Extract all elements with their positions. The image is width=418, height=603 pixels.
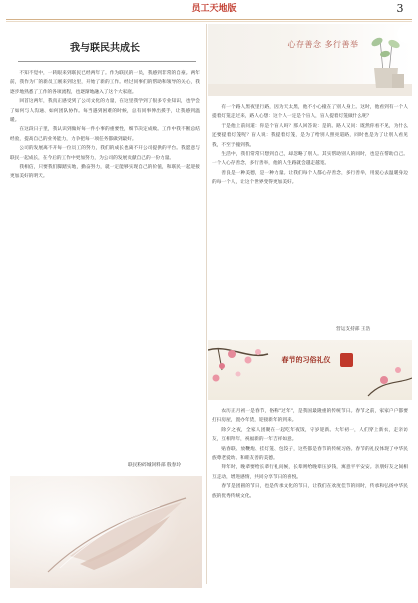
left-article-title-rule	[18, 61, 196, 62]
right-hero-image	[208, 24, 412, 96]
right-bottom-paragraph: 除夕之夜，全家人团聚在一起吃年夜饭，守岁迎新。大年初一，人们穿上新衣，走亲访友，互相拜年，祝福新的一年吉祥如意。	[212, 427, 408, 443]
right-bottom-body	[212, 407, 408, 593]
column-divider	[206, 24, 207, 584]
spring-festival-banner	[208, 340, 412, 400]
left-article-signature: 联民粉碎城饲料部 殷春玲	[128, 463, 182, 468]
left-paragraph: 我相信，只要我们脚踏实地，勤奋努力，就一定能够实现自己的价值，和联民一起迎接更加美好的明天。	[10, 165, 200, 180]
right-top-paragraph: 于是他上前问道：你是个盲人吗？那人回答说：是的。路人又问：既然你看不见，为什么还要提着灯笼呢？盲人说：我提着灯笼，是为了给别人照亮道路，同时也是为了让别人看见我，不至于撞到我。	[212, 123, 408, 148]
left-article-title: 我与联民共成长	[70, 43, 140, 54]
right-bottom-paragraph: 贴春联、放鞭炮、挂灯笼、包饺子，这些都是春节的传统习俗。春节的礼仪体现了中华民族尊老爱幼、和睦友善的美德。	[212, 446, 408, 462]
left-paragraph: 不知不觉中，一转眼来到联民已经两年了。作为联民的一员，我感到非常的自豪。两年前，我作为厂的新员工刚来到这里，开始了新的工作。经过同事们的帮助和领导的关心，我逐步地熟悉了工作的各项流程，也逐渐地融入了这个大家庭。	[10, 71, 200, 95]
right-top-paragraph: 生活中，我们常常只想到自己，却忽略了别人。其实帮助别人的同时，也是在帮助自己。一个人心存善念，多行善举，他的人生路就会越走越宽。	[212, 152, 408, 167]
header-title: 员工天地版	[191, 4, 237, 14]
right-top-title: 心存善念 多行善举	[287, 40, 359, 49]
right-top-body	[212, 103, 408, 323]
right-bottom-paragraph: 拜年时，晚辈要给长辈行礼问候，长辈则给晚辈压岁钱，寓意平平安安。亲朋好友之间相互走动，增进感情，共同分享节日的喜悦。	[212, 465, 408, 480]
right-bottom-paragraph: 春节是团圆的节日，也是传承文化的节日，让我们在欢度佳节的同时，传承和弘扬中华民族的优秀传统文化。	[212, 484, 408, 499]
header-rule-secondary	[6, 21, 412, 22]
left-paragraph: 在这段日子里，我认识到做好每一件小事的重要性，细节决定成败。工作中我不断总结经验，提高自己的业务能力，力争把每一项任务都做到最好。	[10, 127, 200, 142]
right-top-signature: 营运支持部 王浩	[336, 327, 371, 332]
left-article-body	[10, 69, 200, 457]
spring-festival-title: 春节的习俗礼仪	[281, 356, 331, 364]
right-top-paragraph: 有一个路人黑夜里行路，因为天太黑，他不小心撞在了别人身上。这时，他看到有一个人提着灯笼走过来，路人心想：这个人一定是个盲人，盲人提着灯笼做什么呢？	[212, 105, 408, 120]
feather-image	[10, 476, 202, 588]
left-paragraph: 公司的发展离不开每一位员工的努力，我们的成长也离不开公司提供的平台。我愿意与联民一起成长，在今后的工作中更加努力，为公司的发展贡献自己的一份力量。	[10, 146, 200, 161]
left-paragraph: 回首这两年，我真正感受到了公司文化的力量，在这里我学到了很多专业知识，也学会了如何与人沟通、如何团队协作。每当遇到困难的时候，总有同事伸出援手，让我感到温暖。	[10, 99, 200, 124]
page-number: 3	[396, 2, 404, 15]
right-bottom-paragraph: 农历正月初一是春节，俗称"过年"，是我国最隆重的传统节日。春节之前，家家户户都要打扫房屋，置办年货，迎接新年的到来。	[212, 409, 408, 424]
red-seal	[340, 353, 353, 367]
right-top-paragraph: 善良是一种美德，是一种力量。让我们每个人都心存善念，多行善举，用爱心去温暖身边的每一个人，让这个世界变得更加美好。	[212, 170, 408, 186]
header-rule	[6, 19, 412, 20]
